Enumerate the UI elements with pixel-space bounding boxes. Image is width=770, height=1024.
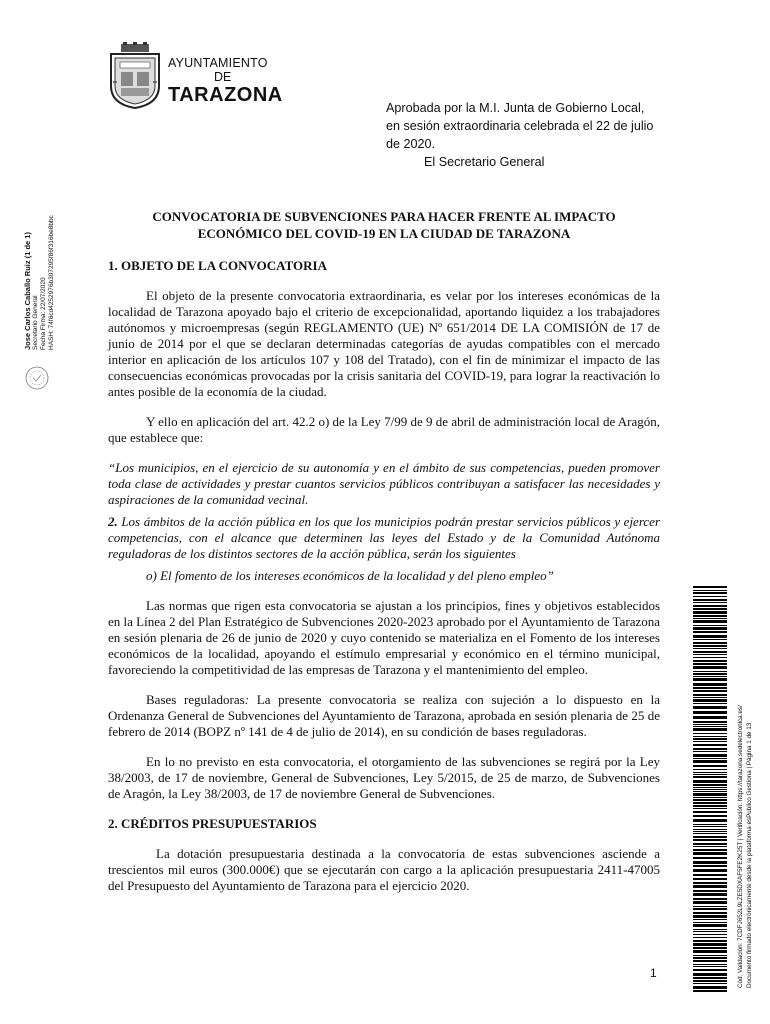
barcode-bar bbox=[693, 620, 727, 623]
barcode-bar bbox=[693, 882, 727, 884]
paragraph: La dotación presupuestaria destinada a la convocatoria de estas subvenciones asciende a trescientos mil euros (300.000€) que se ejecutarán con cargo a la aplicación presupuestaria 2411-47005 del Presupuesto del Ayuntamiento de Tarazona para el ejercicio 2020. bbox=[108, 846, 660, 893]
verification-text bbox=[737, 705, 754, 988]
barcode-bar bbox=[693, 811, 727, 813]
barcode-bar bbox=[693, 906, 727, 907]
barcode-bar bbox=[693, 627, 727, 630]
barcode-bar bbox=[693, 874, 727, 876]
barcode-bar bbox=[693, 760, 727, 763]
barcode-bar bbox=[693, 676, 727, 677]
electronic-signature-block bbox=[24, 215, 56, 350]
barcode-bar bbox=[693, 784, 727, 786]
barcode-bar bbox=[693, 797, 727, 798]
signer-role: Secretario General bbox=[32, 295, 39, 350]
signature-hash: HASH: 74f6cd4252976b307295f86f316be8bbc bbox=[48, 215, 55, 350]
barcode-bar bbox=[693, 789, 727, 790]
barcode-bar bbox=[693, 815, 727, 817]
signature-date: Fecha Firma: 22/07/2020 bbox=[40, 277, 47, 350]
barcode-bar bbox=[693, 590, 727, 591]
barcode-bar bbox=[693, 654, 727, 655]
institution-name-line1: AYUNTAMIENTO bbox=[168, 56, 268, 70]
barcode-bar bbox=[693, 687, 727, 689]
signer-name: Jose Carlos Caballo Ruiz (1 de 1) bbox=[23, 232, 32, 350]
barcode-bar bbox=[693, 648, 727, 649]
barcode-bar bbox=[693, 769, 727, 770]
barcode-bar bbox=[693, 865, 727, 867]
quoted-text: Los ámbitos de la acción pública en los que los municipios podrán prestar servicios públicos y ejercer competencias, con el alcance que determinen las leyes del Estado y de la Comunidad Autónoma reguladoras de los distintos sectores de la acción pública, serán los siguientes bbox=[108, 514, 660, 561]
coat-of-arms-logo bbox=[107, 42, 163, 110]
paragraph-label: Bases reguladoras bbox=[146, 692, 245, 707]
barcode-bar bbox=[693, 618, 727, 619]
barcode-bar bbox=[693, 625, 727, 626]
barcode-bar bbox=[693, 990, 727, 992]
paragraph: Y ello en aplicación del art. 42.2 o) de la Ley 7/99 de 9 de abril de administración local de Aragón, que establece que: bbox=[108, 414, 660, 445]
barcode-bar bbox=[693, 826, 727, 827]
institution-name bbox=[168, 56, 283, 106]
barcode-bar bbox=[693, 660, 727, 662]
barcode-bar bbox=[693, 744, 727, 746]
barcode-bar bbox=[693, 748, 727, 750]
barcode-bar bbox=[693, 819, 727, 822]
barcode-bar bbox=[693, 592, 727, 594]
barcode-bar bbox=[693, 699, 727, 702]
barcode-bar bbox=[693, 836, 727, 838]
barcode-bar bbox=[693, 733, 727, 734]
barcode-bar bbox=[693, 678, 727, 681]
barcode-bar bbox=[693, 615, 727, 617]
barcode-bar bbox=[693, 651, 727, 653]
barcode-bar bbox=[693, 940, 727, 942]
barcode-bar bbox=[693, 912, 727, 914]
barcode-bar bbox=[693, 799, 727, 801]
document-title bbox=[108, 208, 660, 242]
barcode-bar bbox=[693, 787, 727, 788]
barcode-bar bbox=[693, 706, 727, 709]
barcode-bar bbox=[693, 986, 727, 989]
barcode-bar bbox=[693, 791, 727, 792]
barcode-bar bbox=[693, 793, 727, 796]
barcode-bar bbox=[693, 724, 727, 725]
barcode-bar bbox=[693, 802, 727, 804]
barcode-bar bbox=[693, 857, 727, 859]
barcode-bar bbox=[693, 738, 727, 740]
verification-barcode bbox=[693, 586, 727, 992]
quoted-paragraph: o) El fomento de los intereses económicos de la localidad y del pleno empleo” bbox=[146, 568, 554, 583]
approval-note bbox=[386, 99, 686, 171]
quoted-paragraph bbox=[108, 514, 660, 562]
quoted-paragraph: “Los municipios, en el ejercicio de su autonomía y en el ámbito de sus competencias, pueden promover toda clase de actividades y prestar cuantos servicios públicos contribuyan a satisfacer las necesidades y aspiraciones de la comunidad vecinal. bbox=[108, 460, 660, 507]
barcode-bar bbox=[693, 703, 727, 704]
barcode-bar bbox=[693, 922, 727, 923]
paragraph-text: La presente convocatoria se realiza con sujeción a lo dispuesto en la Ordenanza General de Subvenciones del Ayuntamiento de Tarazona, aprobada en sesión plenaria de 25 de febrero de 2014 (BOPZ nº 141 de 4 de julio de 2014), en su condición de bases reguladoras. bbox=[108, 692, 660, 739]
barcode-bar bbox=[693, 973, 727, 976]
barcode-bar bbox=[693, 861, 727, 864]
barcode-bar bbox=[693, 852, 727, 855]
barcode-bar bbox=[693, 934, 727, 935]
barcode-bar bbox=[693, 915, 727, 918]
barcode-bar bbox=[693, 839, 727, 841]
signature-seal-icon bbox=[24, 365, 50, 391]
barcode-bar bbox=[693, 716, 727, 719]
barcode-bar bbox=[693, 824, 727, 825]
barcode-bar bbox=[693, 947, 727, 949]
barcode-bar bbox=[693, 929, 727, 930]
barcode-bar bbox=[693, 586, 727, 588]
barcode-bar bbox=[693, 673, 727, 675]
approval-line: Aprobada por la M.I. Junta de Gobierno Local, bbox=[386, 101, 645, 115]
barcode-bar bbox=[693, 726, 727, 727]
barcode-bar bbox=[693, 980, 727, 982]
institution-name-line2: DE bbox=[214, 70, 232, 84]
barcode-bar bbox=[693, 728, 727, 731]
barcode-bar bbox=[693, 711, 727, 714]
document-title-line2: ECONÓMICO DEL COVID-19 EN LA CIUDAD DE TARAZONA bbox=[197, 226, 571, 241]
quoted-number: 2. bbox=[108, 514, 118, 529]
barcode-bar bbox=[693, 657, 727, 658]
verification-line1: Cód. Validación: 7CDFJ652L9LZE5DXAF5FE2K25T | Verificación: https://tarazona.sedelectronica.es/ bbox=[737, 705, 744, 988]
barcode-bar bbox=[693, 908, 727, 910]
barcode-bar bbox=[693, 931, 727, 932]
barcode-bar bbox=[693, 780, 727, 783]
barcode-bar bbox=[693, 890, 727, 892]
paragraph: El objeto de la presente convocatoria extraordinaria, es velar por los intereses económicas de la localidad de Tarazona apoyado bajo el criterio de excepcionalidad, aportando liquidez a los trabajadores autónomos y microempresas (según REGLAMENTO (UE) Nº 651/2014 DE LA COMISIÓN de 17 de junio de 2014 por el que se declaran determinadas categorías de ayudas compatibles con el mercado interior en aplicación de los artículos 107 y 108 del Tratado), con el fin de minimizar el impacto de las consecuencias económicas provocadas por la crisis sanitaria del COVID-19, para lograr la reactivación lo antes posible de la economía de la ciudad. bbox=[108, 288, 660, 399]
barcode-bar bbox=[693, 957, 727, 959]
section-heading: 1. OBJETO DE LA CONVOCATORIA bbox=[108, 258, 327, 273]
barcode-bar bbox=[693, 736, 727, 737]
paragraph: En lo no previsto en esta convocatoria, el otorgamiento de las subvenciones se regirá por la Ley 38/2003, de 17 de noviembre, General de Subvenciones, Ley 5/2015, de 25 de marzo, de Subvenciones de Aragón, la Ley 38/2003, de 17 de noviembre General de Subvenciones. bbox=[108, 754, 660, 801]
barcode-bar bbox=[693, 642, 727, 644]
barcode-bar bbox=[693, 611, 727, 614]
paragraph-label-colon: : bbox=[244, 692, 250, 707]
barcode-bar bbox=[693, 937, 727, 938]
barcode-bar bbox=[693, 683, 727, 686]
barcode-bar bbox=[693, 805, 727, 807]
barcode-bar bbox=[693, 831, 727, 832]
barcode-bar bbox=[693, 666, 727, 669]
barcode-bar bbox=[693, 741, 727, 742]
barcode-bar bbox=[693, 631, 727, 633]
approval-line: de 2020. bbox=[386, 137, 436, 151]
barcode-bar bbox=[693, 833, 727, 834]
verification-line2: Documento firmado electrónicamente desde la plataforma esPublico Gestiona | Página 1 de 13 bbox=[745, 722, 753, 988]
barcode-bar bbox=[693, 772, 727, 773]
barcode-bar bbox=[693, 596, 727, 597]
barcode-bar bbox=[693, 964, 727, 965]
institution-name-line3: TARAZONA bbox=[168, 84, 283, 106]
barcode-bar bbox=[693, 943, 727, 946]
barcode-bar bbox=[693, 977, 727, 979]
barcode-bar bbox=[693, 869, 727, 872]
barcode-bar bbox=[693, 983, 727, 984]
page-number: 1 bbox=[650, 966, 657, 980]
barcode-bar bbox=[693, 955, 727, 956]
barcode-bar bbox=[693, 966, 727, 967]
barcode-bar bbox=[693, 901, 727, 904]
barcode-bar bbox=[693, 829, 727, 830]
paragraph bbox=[108, 692, 660, 740]
barcode-bar bbox=[693, 694, 727, 696]
barcode-bar bbox=[693, 758, 727, 759]
barcode-bar bbox=[693, 898, 727, 900]
barcode-bar bbox=[693, 721, 727, 723]
barcode-bar bbox=[693, 924, 727, 927]
barcode-bar bbox=[693, 605, 727, 607]
document-title-line1: CONVOCATORIA DE SUBVENCIONES PARA HACER FRENTE AL IMPACTO bbox=[152, 209, 616, 224]
approval-signatory: El Secretario General bbox=[424, 155, 545, 169]
barcode-bar bbox=[693, 776, 727, 778]
barcode-bar bbox=[693, 608, 727, 610]
barcode-bar bbox=[693, 639, 727, 640]
barcode-bar bbox=[693, 808, 727, 809]
barcode-bar bbox=[693, 602, 727, 603]
document-body bbox=[108, 208, 660, 908]
barcode-bar bbox=[693, 671, 727, 672]
barcode-bar bbox=[693, 950, 727, 953]
barcode-bar bbox=[693, 849, 727, 851]
paragraph: Las normas que rigen esta convocatoria se ajustan a los principios, fines y objetivos establecidos en la Línea 2 del Plan Estratégico de Subvenciones 2020-2023 aprobado por el Ayuntamiento de Tarazona en sesión plenaria de 26 de junio de 2020 y cuyo contenido se materializa en el Fomento de los intereses económicos de la localidad, apoyando el estímulo empresarial y económico en el término municipal, favoreciendo la competitividad de las empresas de Tarazona y el mantenimiento del empleo. bbox=[108, 598, 660, 677]
barcode-bar bbox=[693, 878, 727, 880]
barcode-bar bbox=[693, 774, 727, 775]
barcode-bar bbox=[693, 690, 727, 692]
barcode-bar bbox=[693, 843, 727, 845]
barcode-bar bbox=[693, 969, 727, 971]
approval-line: en sesión extraordinaria celebrada el 22 de julio bbox=[386, 119, 654, 133]
barcode-bar bbox=[693, 754, 727, 757]
barcode-bar bbox=[693, 893, 727, 896]
barcode-bar bbox=[693, 599, 727, 601]
barcode-bar bbox=[693, 663, 727, 665]
barcode-bar bbox=[693, 751, 727, 752]
barcode-bar bbox=[693, 635, 727, 638]
barcode-bar bbox=[693, 846, 727, 847]
barcode-bar bbox=[693, 885, 727, 888]
barcode-bar bbox=[693, 645, 727, 647]
barcode-bar bbox=[693, 960, 727, 962]
barcode-bar bbox=[693, 765, 727, 767]
barcode-bar bbox=[693, 697, 727, 698]
barcode-bar bbox=[693, 919, 727, 920]
section-heading: 2. CRÉDITOS PRESUPUESTARIOS bbox=[108, 816, 317, 831]
